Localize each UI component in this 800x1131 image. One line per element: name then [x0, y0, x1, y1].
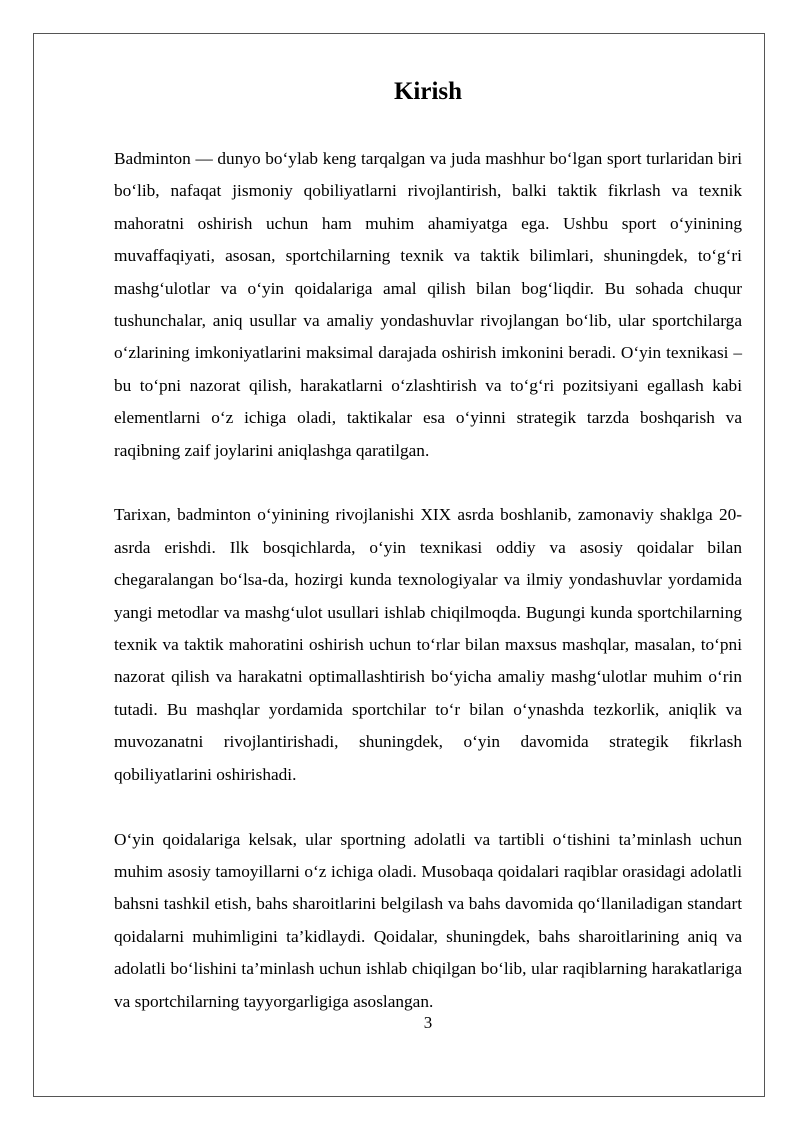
- paragraph-3: O‘yin qoidalariga kelsak, ular sportning adolatli va tartibli o‘tishini ta’minlash uchun muhim asosiy tamoyillarni o‘z ichiga oladi. Musobaqa qoidalari raqiblar orasidagi adolatli bahsni tashkil etish, bahs sharoitlarini belgilash va bahs davomida qo‘llaniladigan standart qoidalarni muhimligini ta’kidlaydi. Qoidalar, shuningdek, bahs sharoitlarining aniq va adolatli bo‘lishini ta’minlash uchun ishlab chiqilgan bo‘lib, ular raqiblarning harakatlariga va sportchilarning tayyorgarligiga asoslangan.: [114, 829, 742, 1011]
- document-body: [114, 143, 742, 1018]
- page-number: 3: [423, 1013, 433, 1032]
- paragraph-1: Badminton — dunyo bo‘ylab keng tarqalgan va juda mashhur bo‘lgan sport turlaridan biri bo‘lib, nafaqat jismoniy qobiliyatlarni rivojlantirish, balki taktik fikrlash va texnik mahoratni oshirish uchun ham muhim ahamiyatga ega. Ushbu sport o‘yinining muvaffaqiyati, asosan, sportchilarning texnik va taktik bilimlari, shuningdek, to‘g‘ri mashg‘ulotlar va o‘yin qoidalariga amal qilish bilan bog‘liqdir. Bu sohada chuqur tushunchalar, aniq usullar va amaliy yondashuvlar rivojlangan bo‘lib, ular sportchilarga o‘zlarining imkoniyatlarini maksimal darajada oshirish imkonini beradi. O‘yin texnikasi – bu to‘pni nazorat qilish, harakatlarni o‘zlashtirish va to‘g‘ri pozitsiyani egallash kabi elementlarni o‘z ichiga oladi, taktikalar esa o‘yinni strategik tarzda boshqarish va raqibning zaif joylarini aniqlashga qaratilgan.: [114, 149, 742, 460]
- page-title: Kirish: [393, 78, 463, 105]
- paragraph-2: Tarixan, badminton o‘yinining rivojlanishi XIX asrda boshlanib, zamonaviy shaklga 20-asrda erishdi. Ilk bosqichlarda, o‘yin texnikasi oddiy va asosiy qoidalar bilan chegaralangan bo‘lsa-da, hozirgi kunda texnologiyalar va ilmiy yondashuvlar yordamida yangi metodlar va mashg‘ulot usullari ishlab chiqilmoqda. Bugungi kunda sportchilarning texnik va taktik mahoratini oshirish uchun to‘rlar bilan maxsus mashqlar, masalan, to‘pni nazorat qilish va harakatni optimallashtirish bo‘yicha amaliy mashg‘ulotlar muhim o‘rin tutadi. Bu mashqlar yordamida sportchilar to‘r bilan o‘ynashda tezkorlik, aniqlik va muvozanatni rivojlantirishadi, shuningdek, o‘yin davomida strategik fikrlash qobiliyatlarini oshirishadi.: [114, 505, 742, 784]
